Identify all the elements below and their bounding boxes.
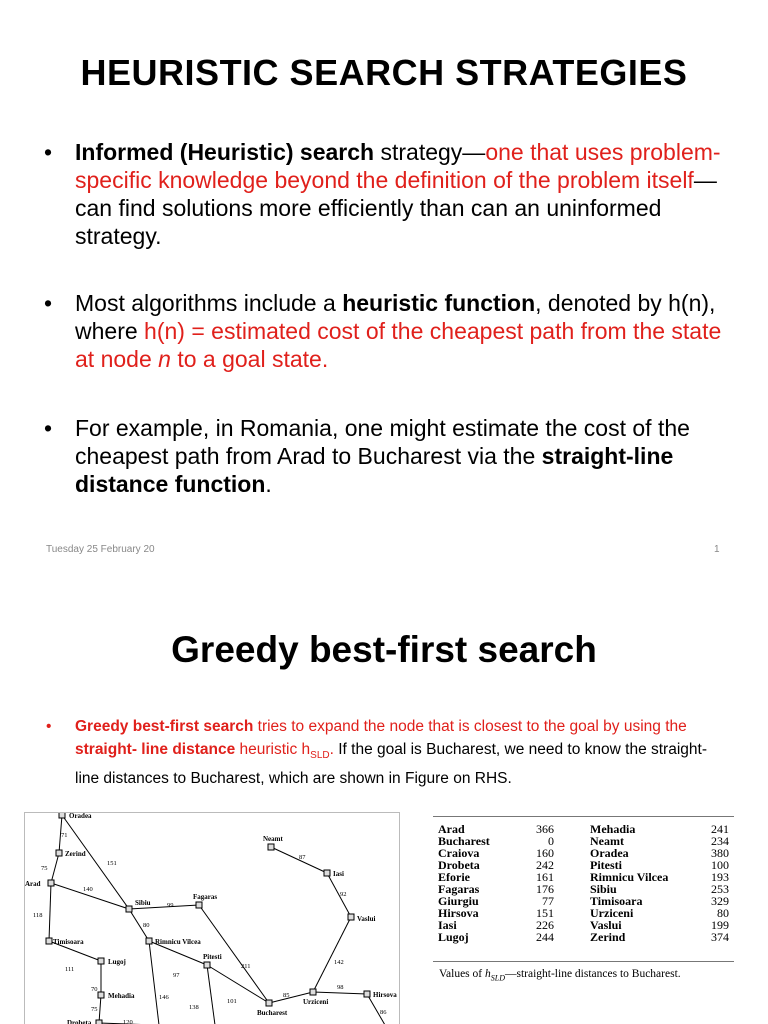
edge-oradea-sibiu bbox=[62, 815, 129, 909]
city-label: Iasi bbox=[333, 870, 344, 878]
edge-urziceni-vaslui bbox=[313, 917, 351, 992]
bullet-marker: • bbox=[44, 415, 53, 441]
node-iasi bbox=[324, 870, 330, 876]
node-drobeta bbox=[96, 1020, 102, 1024]
city-name: Neamt bbox=[590, 834, 624, 848]
distance-label: 86 bbox=[380, 1009, 387, 1016]
edge-pitesti-bucharest bbox=[207, 965, 269, 1003]
city-label: Vaslui bbox=[357, 915, 376, 923]
node-zerind bbox=[56, 850, 62, 856]
distance-label: 97 bbox=[173, 972, 180, 979]
distance-label: 70 bbox=[91, 986, 98, 993]
slide-title: HEURISTIC SEARCH STRATEGIES bbox=[80, 52, 688, 93]
city-name: Sibiu bbox=[590, 882, 617, 896]
distance-value: 160 bbox=[536, 846, 554, 860]
city-name: Giurgiu bbox=[438, 894, 479, 908]
distance-label: 85 bbox=[283, 992, 290, 999]
distance-value: 176 bbox=[536, 882, 554, 896]
distance-label: 75 bbox=[91, 1006, 98, 1013]
table-row bbox=[438, 931, 729, 943]
romania-map bbox=[24, 812, 400, 1024]
city-label: Pitesti bbox=[203, 953, 222, 961]
distance-value: 80 bbox=[717, 906, 729, 920]
distance-label: 138 bbox=[189, 1004, 199, 1011]
edge-urziceni-hirsova bbox=[313, 992, 367, 994]
city-name: Vaslui bbox=[590, 918, 622, 932]
city-label: Oradea bbox=[69, 813, 92, 820]
sld-table bbox=[438, 823, 729, 943]
table-top-rule bbox=[433, 816, 734, 817]
node-pitesti bbox=[204, 962, 210, 968]
slide-title: Greedy best-first search bbox=[171, 629, 597, 670]
edge-vaslui-iasi bbox=[327, 873, 351, 917]
bullet-greedy-search: • Greedy best-first search tries to expand the node that is closest to the goal by using the straight- line distance heuristic $h_{SLD}$. If the goal is Bucharest, we need to know the straight-line distances to Bucharest, which are shown in Figure on RHS. bbox=[46, 715, 726, 790]
distance-value: 100 bbox=[711, 858, 729, 872]
city-name: Arad bbox=[438, 822, 465, 836]
city-label: Drobeta bbox=[67, 1019, 92, 1024]
distance-value: 199 bbox=[711, 918, 729, 932]
footer-page-number: 1 bbox=[714, 544, 720, 555]
edge-mehadia-drobeta bbox=[99, 995, 101, 1023]
edge-rimnicu-craiova bbox=[149, 941, 159, 1024]
table-row bbox=[438, 883, 729, 895]
distance-label: 71 bbox=[61, 832, 68, 839]
distance-value: 374 bbox=[711, 930, 729, 944]
distance-label: 101 bbox=[227, 998, 237, 1005]
distance-value: 329 bbox=[711, 894, 729, 908]
node-timisoara bbox=[46, 938, 52, 944]
node-mehadia bbox=[98, 992, 104, 998]
city-name: Pitesti bbox=[590, 858, 622, 872]
distance-value: 151 bbox=[536, 906, 554, 920]
distance-label: 151 bbox=[107, 860, 117, 867]
bullet-marker: • bbox=[44, 139, 53, 165]
distance-label: 87 bbox=[299, 854, 306, 861]
table-row bbox=[438, 859, 729, 871]
city-name: Oradea bbox=[590, 846, 629, 860]
node-lugoj bbox=[98, 958, 104, 964]
distance-value: 193 bbox=[711, 870, 729, 884]
city-label: Lugoj bbox=[108, 958, 126, 966]
city-name: Craiova bbox=[438, 846, 480, 860]
city-label: Timisoara bbox=[53, 938, 84, 946]
distance-label: 120 bbox=[123, 1019, 133, 1024]
node-urziceni bbox=[310, 989, 316, 995]
distance-label: 146 bbox=[159, 994, 169, 1001]
city-label: Rimnicu Vilcea bbox=[155, 938, 201, 946]
city-label: Sibiu bbox=[135, 899, 151, 907]
city-name: Rimnicu Vilcea bbox=[590, 870, 669, 884]
distance-label: 211 bbox=[241, 963, 251, 970]
distance-value: 234 bbox=[711, 834, 729, 848]
city-name: Mehadia bbox=[590, 822, 636, 836]
distance-label: 140 bbox=[83, 886, 93, 893]
bullet-marker: • bbox=[44, 290, 53, 316]
distance-label: 142 bbox=[334, 959, 344, 966]
edge-arad-timisoara bbox=[49, 883, 51, 941]
city-label: Neamt bbox=[263, 835, 283, 843]
distance-label: 98 bbox=[337, 984, 344, 991]
distance-label: 75 bbox=[41, 865, 48, 872]
distance-label: 99 bbox=[167, 902, 174, 909]
bullet-romania-example: • For example, in Romania, one might estimate the cost of the cheapest path from Arad to Bucharest via the straight-line distance function. bbox=[44, 415, 690, 497]
table-row bbox=[438, 871, 729, 883]
distance-value: 161 bbox=[536, 870, 554, 884]
distance-value: 242 bbox=[536, 858, 554, 872]
bullet-marker: • bbox=[46, 718, 52, 735]
node-bucharest bbox=[266, 1000, 272, 1006]
city-name: Drobeta bbox=[438, 858, 480, 872]
distance-value: 380 bbox=[711, 846, 729, 860]
distance-value: 366 bbox=[536, 822, 554, 836]
city-name: Lugoj bbox=[438, 930, 469, 944]
bullet-heuristic-function: • Most algorithms include a heuristic function, denoted by h(n), where h(n) = estimated cost of the cheapest path from the state at node n to a goal state. bbox=[44, 290, 722, 372]
node-oradea bbox=[59, 813, 65, 818]
city-name: Zerind bbox=[590, 930, 626, 944]
distance-label: 80 bbox=[143, 922, 150, 929]
distance-label: 92 bbox=[340, 891, 347, 898]
node-fagaras bbox=[196, 902, 202, 908]
city-name: Timisoara bbox=[590, 894, 643, 908]
node-rimnicu-vilcea bbox=[146, 938, 152, 944]
city-name: Hirsova bbox=[438, 906, 479, 920]
city-name: Urziceni bbox=[590, 906, 634, 920]
romania-map-graph bbox=[25, 813, 400, 1024]
city-label: Fagaras bbox=[193, 893, 218, 901]
city-name: Iasi bbox=[438, 918, 457, 932]
city-label: Hirsova bbox=[373, 991, 397, 999]
table-row bbox=[438, 847, 729, 859]
city-name: Eforie bbox=[438, 870, 470, 884]
table-row bbox=[438, 907, 729, 919]
table-row bbox=[438, 895, 729, 907]
edge-zerind-arad bbox=[51, 853, 59, 883]
distance-value: 226 bbox=[536, 918, 554, 932]
distance-label: 118 bbox=[33, 912, 43, 919]
bullet-informed-search: • Informed (Heuristic) search strategy—one that uses problem-specific knowledge beyond the definition of the problem itself—can find solutions more efficiently than can an uninformed strategy. bbox=[44, 139, 721, 249]
distance-label: 111 bbox=[65, 966, 75, 973]
sld-distance-table bbox=[433, 816, 734, 986]
city-label: Mehadia bbox=[108, 992, 135, 1000]
city-label: Urziceni bbox=[303, 998, 329, 1006]
city-name: Bucharest bbox=[438, 834, 490, 848]
city-label: Bucharest bbox=[257, 1009, 288, 1017]
node-vaslui bbox=[348, 914, 354, 920]
city-label: Zerind bbox=[65, 850, 86, 858]
distance-value: 253 bbox=[711, 882, 729, 896]
table-caption: Values of $h_{SLD}—straight$-line distances to Bucharest. bbox=[439, 968, 681, 983]
distance-value: 77 bbox=[542, 894, 554, 908]
table-row bbox=[438, 919, 729, 931]
distance-value: 0 bbox=[548, 834, 554, 848]
node-neamt bbox=[268, 844, 274, 850]
edge-pitesti-craiova bbox=[207, 965, 215, 1024]
distance-value: 244 bbox=[536, 930, 554, 944]
city-name: Fagaras bbox=[438, 882, 480, 896]
table-row bbox=[438, 835, 729, 847]
table-caption-rule bbox=[433, 961, 734, 962]
node-sibiu bbox=[126, 906, 132, 912]
distance-value: 241 bbox=[711, 822, 729, 836]
node-arad bbox=[48, 880, 54, 886]
city-label: Arad bbox=[25, 880, 41, 888]
node-hirsova bbox=[364, 991, 370, 997]
footer-date: Tuesday 25 February 20 bbox=[46, 544, 155, 555]
